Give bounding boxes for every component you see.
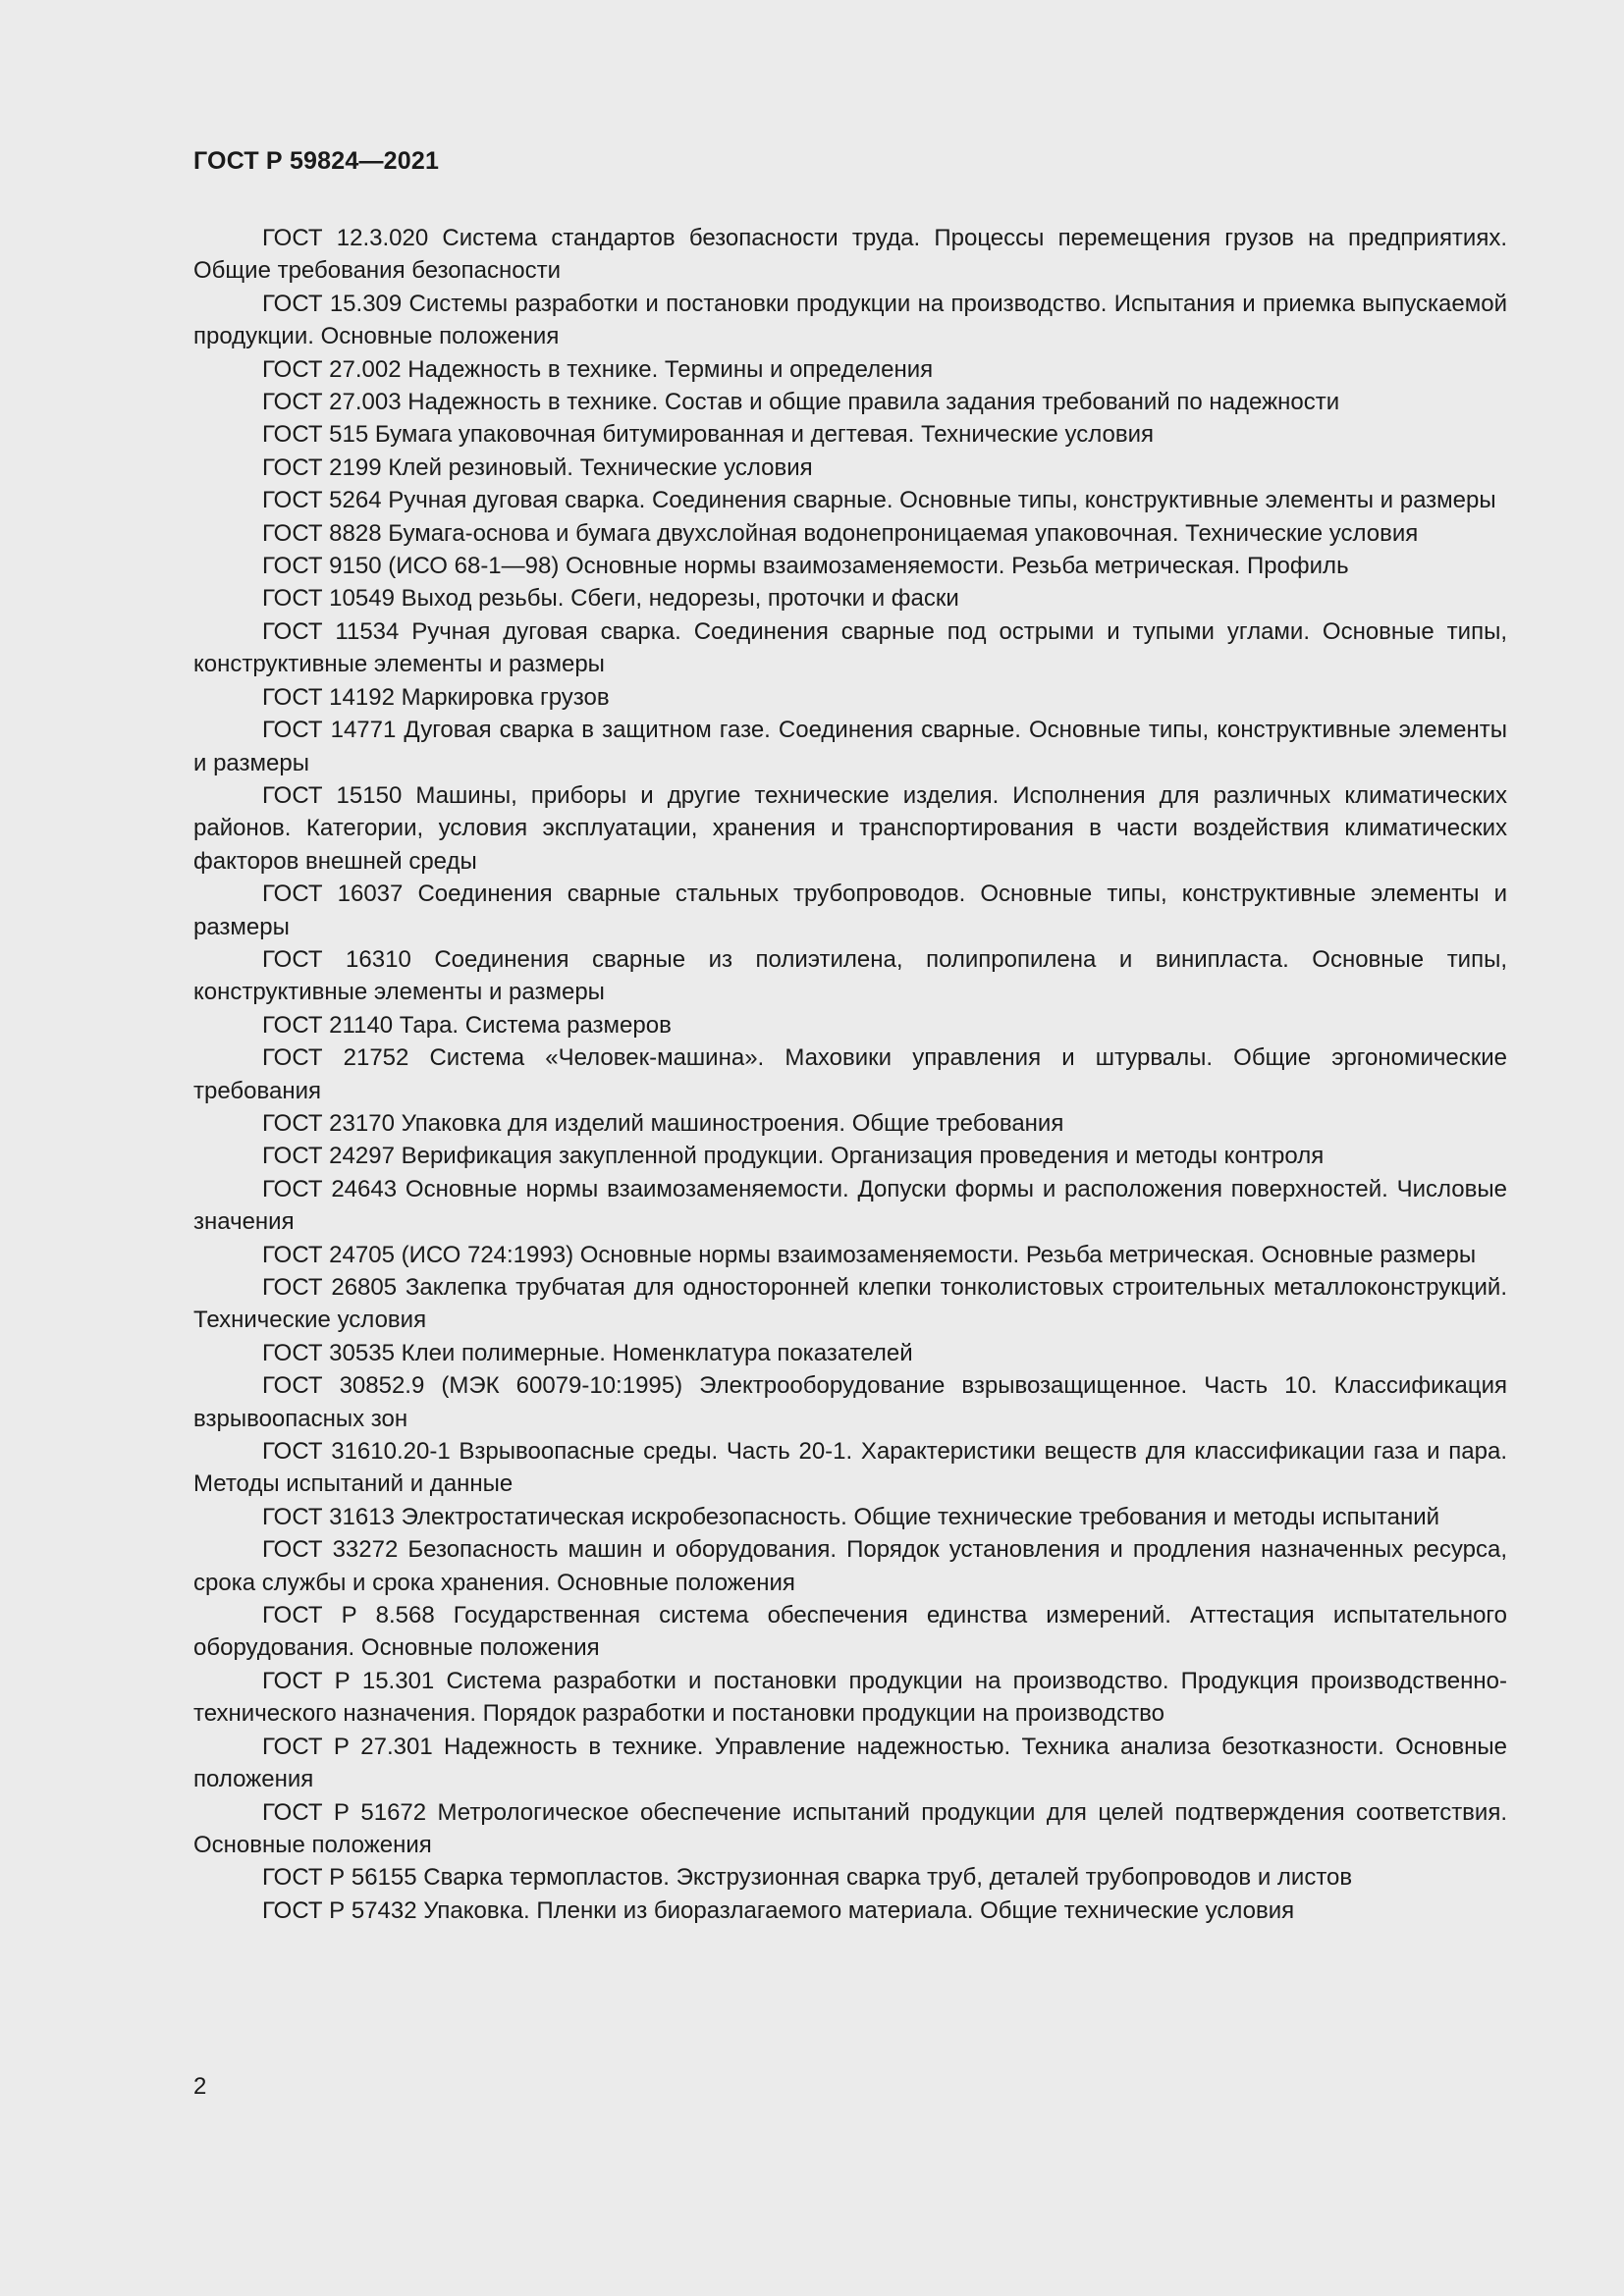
reference-entry: ГОСТ 27.003 Надежность в технике. Состав и общие правила задания требований по надежности [262,389,1340,416]
reference-entry: ГОСТ 14192 Маркировка грузов [262,683,610,711]
reference-entry: ГОСТ Р 51672 Метрологическое обеспечение испытаний продукции для целей подтверждения соответствия. Основные положения [193,1798,1507,1858]
reference-entry: ГОСТ 30852.9 (МЭК 60079-10:1995) Электрооборудование взрывозащищенное. Часть 10. Классификация взрывоопасных зон [193,1372,1507,1432]
reference-entry: ГОСТ Р 57432 Упаковка. Пленки из биоразлагаемого материала. Общие технические условия [262,1896,1295,1924]
document-header: ГОСТ Р 59824—2021 [193,147,440,175]
reference-entry: ГОСТ 8828 Бумага-основа и бумага двухслойная водонепроницаемая упаковочная. Технические условия [262,519,1419,547]
reference-entry: ГОСТ 11534 Ручная дуговая сварка. Соединения сварные под острыми и тупыми углами. Основные типы, конструктивные элементы и размеры [193,617,1507,678]
reference-entry: ГОСТ 31610.20-1 Взрывоопасные среды. Часть 20-1. Характеристики веществ для классификации газа и пара. Методы испытаний и данные [193,1438,1507,1498]
reference-entry: ГОСТ 15.309 Системы разработки и постановки продукции на производство. Испытания и приемка выпускаемой продукции. Основные положения [193,290,1507,350]
reference-entry: ГОСТ 5264 Ручная дуговая сварка. Соединения сварные. Основные типы, конструктивные элементы и размеры [262,487,1496,514]
reference-entry: ГОСТ Р 8.568 Государственная система обеспечения единства измерений. Аттестация испытательного оборудования. Основные положения [193,1602,1507,1662]
reference-entry: ГОСТ 27.002 Надежность в технике. Термины и определения [262,355,934,383]
page-number: 2 [193,2073,207,2100]
reference-entry: ГОСТ 2199 Клей резиновый. Технические условия [262,454,813,481]
reference-entry: ГОСТ 24297 Верификация закупленной продукции. Организация проведения и методы контроля [262,1143,1325,1170]
reference-entry: ГОСТ Р 56155 Сварка термопластов. Экструзионная сварка труб, деталей трубопроводов и листов [262,1864,1353,1892]
reference-entry: ГОСТ Р 27.301 Надежность в технике. Управление надежностью. Техника анализа безотказности. Основные положения [193,1733,1507,1793]
reference-entry: ГОСТ 24643 Основные нормы взаимозаменяемости. Допуски формы и расположения поверхностей. Числовые значения [193,1175,1507,1236]
reference-entry: ГОСТ 26805 Заклепка трубчатая для односторонней клепки тонколистовых строительных металлоконструкций. Технические условия [193,1274,1507,1334]
reference-entry: ГОСТ 16310 Соединения сварные из полиэтилена, полипропилена и винипласта. Основные типы, конструктивные элементы и размеры [193,945,1507,1006]
reference-entry: ГОСТ 33272 Безопасность машин и оборудования. Порядок установления и продления назначенных ресурса, срока службы и срока хранения. Основные положения [193,1536,1507,1596]
reference-entry: ГОСТ 24705 (ИСО 724:1993) Основные нормы взаимозаменяемости. Резьба метрическая. Основные размеры [262,1241,1477,1268]
reference-entry: ГОСТ 21752 Система «Человек-машина». Маховики управления и штурвалы. Общие эргономические требования [193,1044,1507,1104]
reference-entry: ГОСТ 15150 Машины, приборы и другие технические изделия. Исполнения для различных климатических районов. Категории, условия эксплуатации, хранения и транспортирования в части воздействия климатических факторов внешней среды [193,781,1507,875]
reference-entry: ГОСТ 30535 Клеи полимерные. Номенклатура показателей [262,1339,913,1366]
reference-entry: ГОСТ 14771 Дуговая сварка в защитном газе. Соединения сварные. Основные типы, конструктивные элементы и размеры [193,717,1507,776]
reference-entry: ГОСТ Р 15.301 Система разработки и постановки продукции на производство. Продукция производственно-технического назначения. Порядок разработки и постановки продукции на производство [193,1667,1507,1728]
reference-entry: ГОСТ 21140 Тара. Система размеров [262,1011,672,1039]
references-list [193,222,1507,1927]
reference-entry: ГОСТ 12.3.020 Система стандартов безопасности труда. Процессы перемещения грузов на предприятиях. Общие требования безопасности [193,225,1507,285]
reference-entry: ГОСТ 9150 (ИСО 68-1—98) Основные нормы взаимозаменяемости. Резьба метрическая. Профиль [262,553,1349,580]
reference-entry: ГОСТ 23170 Упаковка для изделий машиностроения. Общие требования [262,1109,1064,1137]
reference-entry: ГОСТ 16037 Соединения сварные стальных трубопроводов. Основные типы, конструктивные элементы и размеры [193,881,1507,940]
reference-entry: ГОСТ 515 Бумага упаковочная битумированная и дегтевая. Технические условия [262,421,1155,449]
reference-entry: ГОСТ 10549 Выход резьбы. Сбеги, недорезы, проточки и фаски [262,585,959,613]
reference-entry: ГОСТ 31613 Электростатическая искробезопасность. Общие технические требования и методы испытаний [262,1503,1440,1530]
